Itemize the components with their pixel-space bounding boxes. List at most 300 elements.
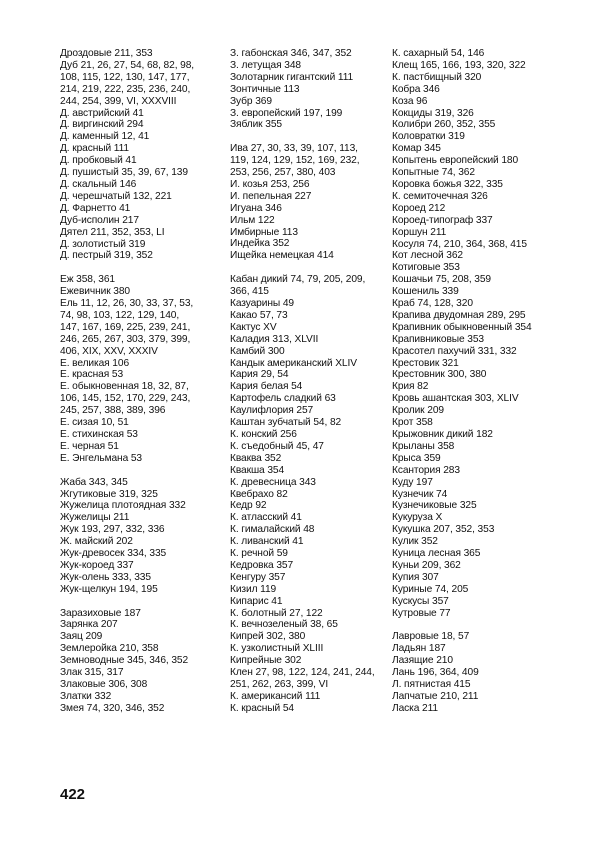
index-entry-line: Кария белая 54 (230, 381, 303, 393)
index-entry-line: Кобра 346 (392, 83, 440, 95)
index-entry-line: Заяц 209 (60, 631, 103, 643)
index-entry (230, 227, 392, 239)
index-entry-line: Жук-короед 337 (60, 559, 134, 571)
index-entry (392, 108, 552, 120)
index-entry-line: Кизил 119 (230, 583, 277, 595)
index-entry-line: Е. Энгельмана 53 (60, 452, 142, 464)
index-entry-line: Клен 27, 98, 122, 124, 241, 244, (230, 667, 375, 679)
index-entry-line: З. европейский 197, 199 (230, 107, 343, 119)
index-entry-line: Жужелица плотоядная 332 (60, 500, 186, 512)
index-entry (230, 179, 392, 191)
index-entry-line: К. пастбищный 320 (392, 71, 482, 83)
index-entry (60, 572, 220, 584)
index-entry-line: К. съедобный 45, 47 (230, 440, 324, 452)
index-entry (392, 524, 552, 536)
index-entry (392, 667, 552, 679)
index-entry (230, 512, 392, 524)
index-entry (392, 48, 552, 60)
index-entry (392, 691, 552, 703)
index-entry (60, 369, 220, 381)
index-entry-line: Кот лесной 362 (392, 250, 463, 262)
index-entry (392, 572, 552, 584)
index-entry (392, 643, 552, 655)
index-entry (60, 203, 220, 215)
index-entry (60, 608, 220, 620)
index-entry-line: Копытень европейский 180 (392, 155, 519, 167)
index-entry (230, 358, 392, 370)
index-entry (392, 215, 552, 227)
letter-group (60, 48, 220, 262)
index-entry (392, 262, 552, 274)
index-entry-line: Кузнечиковые 325 (392, 500, 477, 512)
index-entry-line: Ежевичник 380 (60, 286, 130, 298)
letter-group-gap (392, 620, 552, 632)
index-entry (230, 489, 392, 501)
index-entry (230, 393, 392, 405)
index-entry-line: Крапивник обыкновенный 354 (392, 321, 532, 333)
index-entry-line: З. летущая 348 (230, 59, 301, 71)
index-entry-line: Зонтичные 113 (230, 83, 300, 95)
index-entry-line: Кария 29, 54 (230, 369, 289, 381)
index-entry-line: Косуля 74, 210, 364, 368, 415 (392, 238, 527, 250)
index-entry (60, 500, 220, 512)
index-entry-line: Коршун 211 (392, 226, 447, 238)
index-entry-line: Д. пушистый 35, 39, 67, 139 (60, 167, 188, 179)
index-entry-line: Камбий 300 (230, 345, 285, 357)
index-entry (392, 239, 552, 251)
letter-group-gap (60, 465, 220, 477)
index-entry-line: Зарянка 207 (60, 619, 118, 631)
index-entry-line: Ласка 211 (392, 702, 438, 714)
index-entry-line: З. габонская 346, 347, 352 (230, 48, 352, 59)
index-entry-continuation: 246, 265, 267, 303, 379, 399, (60, 333, 191, 345)
index-entry-line: Куньи 209, 362 (392, 559, 461, 571)
index-entry-line: Кипрейные 302 (230, 655, 302, 667)
index-entry-line: Кровь ашантская 303, XLIV (392, 393, 519, 405)
index-entry-line: Крапива двудомная 289, 295 (392, 309, 526, 321)
index-entry-line: Каулифлория 257 (230, 405, 314, 417)
index-entry-continuation: 106, 145, 152, 170, 229, 243, (60, 393, 191, 405)
index-column-2 (230, 48, 392, 715)
index-entry-line: Кузнечик 74 (392, 488, 448, 500)
index-entry-line: Колибри 260, 352, 355 (392, 119, 496, 131)
index-entry (60, 155, 220, 167)
index-entry-line: К. ливанский 41 (230, 536, 304, 548)
index-entry-line: Кулик 352 (392, 536, 438, 548)
index-entry (60, 250, 220, 262)
index-entry (230, 417, 392, 429)
index-entry (230, 584, 392, 596)
index-entry-line: Индейка 352 (230, 238, 290, 250)
index-entry-line: Д. виргинский 294 (60, 119, 144, 131)
index-entry-line: Е. черная 51 (60, 440, 119, 452)
index-entry-line: Дроздовые 211, 353 (60, 48, 153, 59)
index-entry (60, 108, 220, 120)
index-entry (392, 405, 552, 417)
index-entry-line: Землеройка 210, 358 (60, 643, 159, 655)
letter-group (230, 274, 392, 715)
index-entry-line: Картофель сладкий 63 (230, 393, 336, 405)
index-entry-line: Е. стихинская 53 (60, 428, 138, 440)
index-entry-line: Е. красная 53 (60, 369, 124, 381)
index-entry-line: Ладьян 187 (392, 643, 446, 655)
index-entry (392, 369, 552, 381)
index-entry (230, 203, 392, 215)
index-entry-line: Златки 332 (60, 690, 112, 702)
index-entry (392, 143, 552, 155)
index-entry (60, 489, 220, 501)
index-entry (60, 239, 220, 251)
index-entry (230, 381, 392, 393)
index-entry-line: Л. пятнистая 415 (392, 679, 471, 691)
index-entry-line: Д. пробковый 41 (60, 155, 137, 167)
index-entry (230, 322, 392, 334)
index-entry (60, 286, 220, 298)
index-entry (392, 286, 552, 298)
index-entry (60, 429, 220, 441)
index-entry-line: Краб 74, 128, 320 (392, 298, 473, 310)
index-entry (60, 417, 220, 429)
index-entry (60, 167, 220, 179)
index-entry (392, 96, 552, 108)
index-entry-line: Ж. майский 202 (60, 536, 133, 548)
index-entry-line: Е. сизая 10, 51 (60, 417, 129, 429)
index-entry-line: Лань 196, 364, 409 (392, 667, 479, 679)
index-entry (60, 227, 220, 239)
index-entry-line: Кабан дикий 74, 79, 205, 209, (230, 274, 366, 286)
index-entry (230, 84, 392, 96)
letter-group (60, 274, 220, 465)
index-entry-line: Кенгуру 357 (230, 571, 286, 583)
letter-group (392, 48, 552, 620)
index-entry-line: Крия 82 (392, 381, 429, 393)
index-entry-line: Кипрей 302, 380 (230, 631, 306, 643)
index-entry-line: Клещ 165, 166, 193, 320, 322 (392, 59, 526, 71)
index-entry (392, 536, 552, 548)
index-entry-line: К. конский 256 (230, 428, 297, 440)
index-entry (230, 346, 392, 358)
index-entry-line: Жук-щелкун 194, 195 (60, 583, 158, 595)
index-entry (60, 655, 220, 667)
index-entry (230, 500, 392, 512)
index-entry (230, 429, 392, 441)
index-entry-line: Злаковые 306, 308 (60, 678, 148, 690)
index-entry (392, 512, 552, 524)
index-entry (392, 465, 552, 477)
index-entry (230, 274, 392, 298)
index-entry-line: Заразиховые 187 (60, 607, 141, 619)
index-entry-line: Зубр 369 (230, 95, 272, 107)
index-entry (60, 381, 220, 417)
index-entry (392, 584, 552, 596)
index-entry (60, 631, 220, 643)
index-entry-line: Е. великая 106 (60, 357, 130, 369)
index-entry-line: Короед 212 (392, 202, 446, 214)
index-entry-line: К. сахарный 54, 146 (392, 48, 485, 59)
index-entry (230, 143, 392, 179)
index-entry (230, 703, 392, 715)
index-entry (60, 453, 220, 465)
index-entry (392, 679, 552, 691)
index-entry-continuation: 366, 415 (230, 286, 269, 298)
index-entry-line: К. речной 59 (230, 548, 288, 560)
index-entry-line: Имбирные 113 (230, 226, 298, 238)
index-entry (392, 596, 552, 608)
index-entry (60, 584, 220, 596)
index-entry (230, 596, 392, 608)
index-entry (392, 453, 552, 465)
index-entry (392, 631, 552, 643)
index-entry-line: Ель 11, 12, 26, 30, 33, 37, 53, (60, 298, 194, 310)
index-entry-line: Ива 27, 30, 33, 39, 107, 113, (230, 143, 358, 155)
index-entry (392, 358, 552, 370)
index-entry (230, 524, 392, 536)
index-entry-line: К. болотный 27, 122 (230, 607, 323, 619)
index-entry-line: Жук-древосек 334, 335 (60, 548, 167, 560)
index-entry-line: Кошачьи 75, 208, 359 (392, 274, 491, 286)
index-entry-line: Д. австрийский 41 (60, 107, 144, 119)
index-entry (392, 417, 552, 429)
index-entry (230, 548, 392, 560)
index-entry (230, 108, 392, 120)
index-entry-line: К. семиточечная 326 (392, 190, 488, 202)
index-entry (230, 619, 392, 631)
letter-group-gap (60, 596, 220, 608)
index-entry-line: К. атласский 41 (230, 512, 302, 524)
index-entry (230, 369, 392, 381)
letter-group-gap (230, 131, 392, 143)
index-entry-line: Казуарины 49 (230, 298, 294, 309)
index-entry-line: Крот 358 (392, 417, 433, 429)
index-entry (392, 191, 552, 203)
index-entry (230, 560, 392, 572)
index-entry (230, 238, 392, 250)
index-entry (60, 643, 220, 655)
index-entry-line: К. древесница 343 (230, 476, 316, 488)
index-entry (60, 536, 220, 548)
index-entry (230, 191, 392, 203)
index-entry-line: Дятел 211, 352, 353, LI (60, 226, 165, 238)
index-entry-line: Золотарник гигантский 111 (230, 71, 354, 83)
index-entry (60, 298, 220, 358)
index-entry (230, 453, 392, 465)
index-entry-line: Лазящие 210 (392, 655, 453, 667)
index-entry (60, 215, 220, 227)
index-entry (60, 512, 220, 524)
index-entry (392, 155, 552, 167)
index-entry-line: Дуб-исполин 217 (60, 214, 139, 226)
index-entry-line: Каштан зубчатый 54, 82 (230, 417, 342, 429)
index-entry (230, 298, 392, 310)
index-entry-line: К. красный 54 (230, 702, 294, 714)
index-entry (392, 322, 552, 334)
index-entry (392, 429, 552, 441)
index-entry (392, 131, 552, 143)
index-entry-continuation: 214, 219, 222, 235, 236, 240, (60, 83, 191, 95)
index-entry (230, 334, 392, 346)
index-entry-line: И. козья 253, 256 (230, 178, 310, 190)
index-entry (230, 310, 392, 322)
letter-group (60, 477, 220, 596)
index-entry-line: Жгутиковые 319, 325 (60, 488, 158, 500)
index-entry-line: Кипарис 41 (230, 595, 283, 607)
index-entry-line: Котиговые 353 (392, 262, 460, 274)
index-entry (392, 274, 552, 286)
index-entry (60, 358, 220, 370)
index-entry-continuation: 406, XIX, XXV, XXXIV (60, 345, 158, 357)
index-entry (230, 405, 392, 417)
index-entry-line: Ильм 122 (230, 214, 275, 226)
index-entry (392, 548, 552, 560)
index-entry (60, 143, 220, 155)
index-entry-line: Д. красный 111 (60, 143, 129, 155)
index-entry (230, 655, 392, 667)
index-entry (392, 203, 552, 215)
index-entry-line: Какао 57, 73 (230, 309, 288, 321)
index-entry-line: Лавровые 18, 57 (392, 631, 470, 643)
index-entry (60, 441, 220, 453)
index-entry-line: Короед-типограф 337 (392, 214, 493, 226)
index-entry (230, 608, 392, 620)
index-entry-line: Куриные 74, 205 (392, 583, 469, 595)
index-entry-continuation: 251, 262, 263, 399, VI (230, 679, 329, 690)
index-entry-line: Коза 96 (392, 95, 428, 107)
letter-group-gap (60, 262, 220, 274)
index-entry-line: Кускусы 357 (392, 595, 449, 607)
page-number: 422 (60, 786, 86, 803)
index-entry (230, 536, 392, 548)
index-entry (392, 310, 552, 322)
index-entry-continuation: 74, 98, 103, 122, 129, 140, (60, 309, 180, 321)
index-entry-line: Еж 358, 361 (60, 274, 115, 286)
index-entry (392, 119, 552, 131)
index-entry (392, 346, 552, 358)
index-entry (392, 72, 552, 84)
index-entry-line: Земноводные 345, 346, 352 (60, 655, 189, 667)
index-entry-line: Коловратки 319 (392, 131, 465, 143)
index-entry (60, 60, 220, 108)
index-entry-line: Копытные 74, 362 (392, 167, 475, 179)
index-entry-line: Жаба 343, 345 (60, 476, 128, 488)
index-entry-line: Кокциды 319, 326 (392, 107, 474, 119)
index-entry-line: Д. скальный 146 (60, 178, 137, 190)
index-entry-continuation: 244, 254, 399, VI, XXXVIII (60, 95, 177, 107)
index-entry-continuation: 119, 124, 129, 152, 169, 232, (230, 155, 360, 167)
index-entry (230, 465, 392, 477)
index-entry (230, 441, 392, 453)
index-entry-line: Квебрахо 82 (230, 488, 288, 500)
index-entry (230, 119, 392, 131)
letter-group (392, 631, 552, 714)
index-entry (230, 215, 392, 227)
index-entry (60, 274, 220, 286)
index-entry-line: Зяблик 355 (230, 119, 282, 131)
index-entry (230, 667, 392, 691)
index-entry-line: Жужелицы 211 (60, 512, 130, 524)
letter-group (230, 143, 392, 262)
index-entry (60, 191, 220, 203)
index-entry-continuation: 253, 256, 257, 380, 403 (230, 167, 336, 179)
index-entry-line: Коровка божья 322, 335 (392, 178, 503, 190)
index-entry (60, 703, 220, 715)
index-entry-line: Д. пестрый 319, 352 (60, 250, 153, 262)
index-entry (230, 250, 392, 262)
index-entry-line: К. вечнозеленый 38, 65 (230, 619, 338, 631)
index-entry (392, 167, 552, 179)
index-entry-line: К. американсий 111 (230, 690, 321, 702)
index-entry (392, 179, 552, 191)
letter-group (230, 48, 392, 131)
index-entry (392, 381, 552, 393)
index-entry (392, 703, 552, 715)
index-entry (60, 131, 220, 143)
index-entry (60, 691, 220, 703)
index-entry-continuation: 245, 257, 388, 389, 396 (60, 405, 166, 417)
index-entry-line: Кедровка 357 (230, 559, 294, 571)
index-entry (392, 489, 552, 501)
index-entry-line: Комар 345 (392, 143, 441, 155)
index-entry (392, 60, 552, 72)
index-entry-line: Змея 74, 320, 346, 352 (60, 702, 165, 714)
index-entry (392, 250, 552, 262)
index-entry (60, 524, 220, 536)
index-entry (60, 560, 220, 572)
index-entry-line: Кедр 92 (230, 500, 267, 512)
index-entry-line: Е. обыкновенная 18, 32, 87, (60, 381, 189, 393)
index-entry-line: Кандык американский XLIV (230, 357, 357, 369)
index-entry-line: Лапчатые 210, 211 (392, 690, 479, 702)
index-entry (392, 477, 552, 489)
index-entry-line: Жук 193, 297, 332, 336 (60, 524, 165, 536)
index-entry-line: Крестовик 321 (392, 357, 459, 369)
index-entry-continuation: 147, 167, 169, 225, 239, 241, (60, 321, 191, 333)
index-entry-line: Крыса 359 (392, 452, 441, 464)
index-entry-line: Ксантория 283 (392, 464, 460, 476)
index-entry (392, 560, 552, 572)
index-entry-line: Крапивниковые 353 (392, 333, 484, 345)
index-entry-line: Игуана 346 (230, 202, 282, 214)
index-entry (230, 48, 392, 60)
letter-group (60, 608, 220, 715)
index-entry-line: Квакша 354 (230, 464, 285, 476)
index-entry-line: К. узколистный XLIII (230, 643, 324, 655)
index-entry-line: Куду 197 (392, 476, 433, 488)
index-entry (392, 84, 552, 96)
index-entry (392, 298, 552, 310)
index-entry (60, 48, 220, 60)
index-entry (230, 60, 392, 72)
index-entry-line: Кукуруза X (392, 512, 443, 524)
index-entry-line: Каладия 313, XLVII (230, 333, 319, 345)
index-entry-line: Куница лесная 365 (392, 548, 481, 560)
index-entry-line: Кролик 209 (392, 405, 444, 417)
index-entry (230, 691, 392, 703)
index-entry (392, 441, 552, 453)
index-entry (60, 667, 220, 679)
index-entry (392, 655, 552, 667)
index-entry (392, 227, 552, 239)
index-entry (230, 631, 392, 643)
index-entry (230, 572, 392, 584)
index-entry-continuation: 108, 115, 122, 130, 147, 177, (60, 71, 190, 83)
index-entry (230, 643, 392, 655)
index-entry-line: Кутровые 77 (392, 607, 451, 619)
index-entry-line: Жук-олень 333, 335 (60, 571, 151, 583)
index-entry-line: Кваква 352 (230, 452, 282, 464)
index-entry-line: Крыланы 358 (392, 440, 455, 452)
index-entry (392, 500, 552, 512)
index-column-3 (392, 48, 552, 715)
